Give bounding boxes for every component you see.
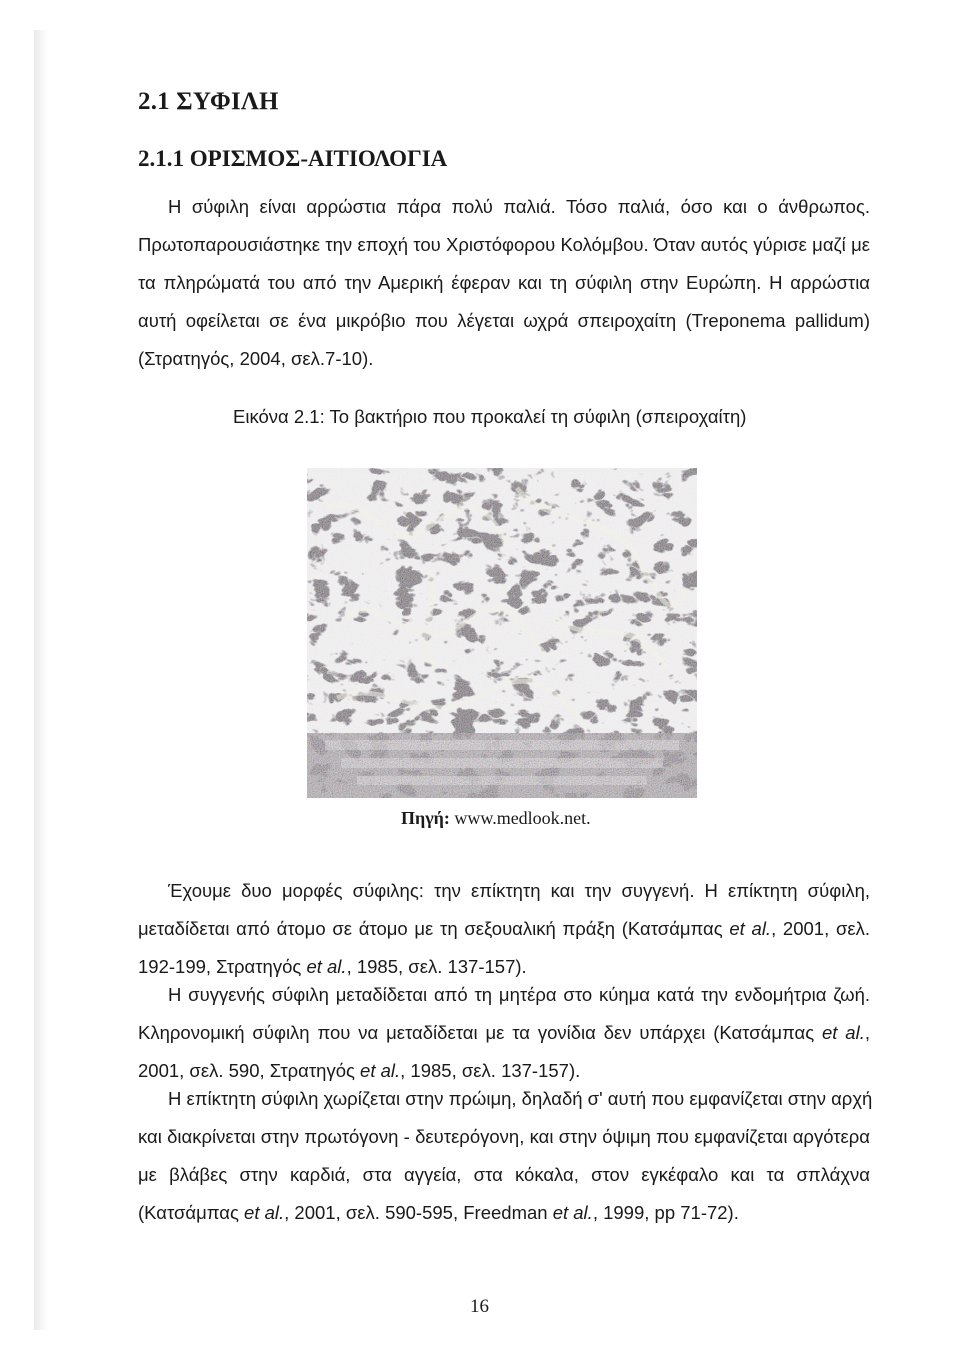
source-url: www.medlook.net. xyxy=(454,808,591,828)
forms-line: 192-199, Στρατηγός et al., 1985, σελ. 137-157). xyxy=(138,956,527,977)
stages-line: και διακρίνεται στην πρωτόγονη - δευτερόγονη, και στην όψιμη που εμφανίζεται αργότερα xyxy=(138,1126,870,1147)
micrograph-noise-art xyxy=(307,468,697,798)
intro-paragraph xyxy=(138,188,870,378)
congenital-line: 2001, σελ. 590, Στρατηγός et al., 1985, σελ. 137-157). xyxy=(138,1060,581,1081)
subsection-title: 2.1.1 ΟΡΙΣΜΟΣ-ΑΙΤΙΟΛΟΓΙΑ xyxy=(138,146,448,171)
congenital-line: Η συγγενής σύφιλη μεταδίδεται από τη μητέρα στο κύημα κατά την ενδομήτρια ζωή. xyxy=(168,984,870,1005)
stages-paragraph xyxy=(138,1080,873,1232)
spirochete-micrograph-image xyxy=(307,468,697,798)
forms-line: μεταδίδεται από άτομο σε άτομο με τη σεξουαλική πράξη (Κατσάμπας et al., 2001, σελ. xyxy=(138,918,870,939)
page-number: 16 xyxy=(470,1296,489,1317)
stages-line: (Κατσάμπας et al., 2001, σελ. 590-595, Freedman et al., 1999, pp 71-72). xyxy=(138,1202,739,1223)
intro-line: αυτή οφείλεται σε ένα μικρόβιο που λέγεται ωχρά σπειροχαίτη (Treponema pallidum) xyxy=(138,310,870,331)
stages-line: Η επίκτητη σύφιλη χωρίζεται στην πρώιμη, δηλαδή σ' αυτή που εμφανίζεται στην αρχή xyxy=(168,1088,873,1109)
intro-line: Η σύφιλη είναι αρρώστια πάρα πολύ παλιά. Τόσο παλιά, όσο και ο άνθρωπος. xyxy=(168,196,870,217)
intro-line: (Στρατηγός, 2004, σελ.7-10). xyxy=(138,348,374,369)
source-label: Πηγή: xyxy=(401,808,450,828)
intro-line: τα πληρώματά του από την Αμερική έφεραν και τη σύφιλη στην Ευρώπη. Η αρρώστια xyxy=(138,272,870,293)
intro-line: Πρωτοπαρουσιάστηκε την εποχή του Χριστόφορου Κολόμβου. Όταν αυτός γύρισε μαζί με xyxy=(138,234,870,255)
forms-paragraph xyxy=(138,872,870,986)
stages-line: με βλάβες στην καρδιά, στα αγγεία, στα κόκαλα, στον εγκέφαλο και τα σπλάχνα xyxy=(138,1164,870,1185)
figure-caption: Εικόνα 2.1: Το βακτήριο που προκαλεί τη σύφιλη (σπειροχαίτη) xyxy=(233,406,747,427)
congenital-paragraph xyxy=(138,976,870,1090)
figure-source xyxy=(401,808,591,829)
section-title: 2.1 ΣΥΦΙΛΗ xyxy=(138,88,279,115)
forms-line: Έχουμε δυο μορφές σύφιλης: την επίκτητη και την συγγενή. Η επίκτητη σύφιλη, xyxy=(168,880,870,901)
congenital-line: Κληρονομική σύφιλη που να μεταδίδεται με τα γονίδια δεν υπάρχει (Κατσάμπας et al., xyxy=(138,1022,870,1043)
